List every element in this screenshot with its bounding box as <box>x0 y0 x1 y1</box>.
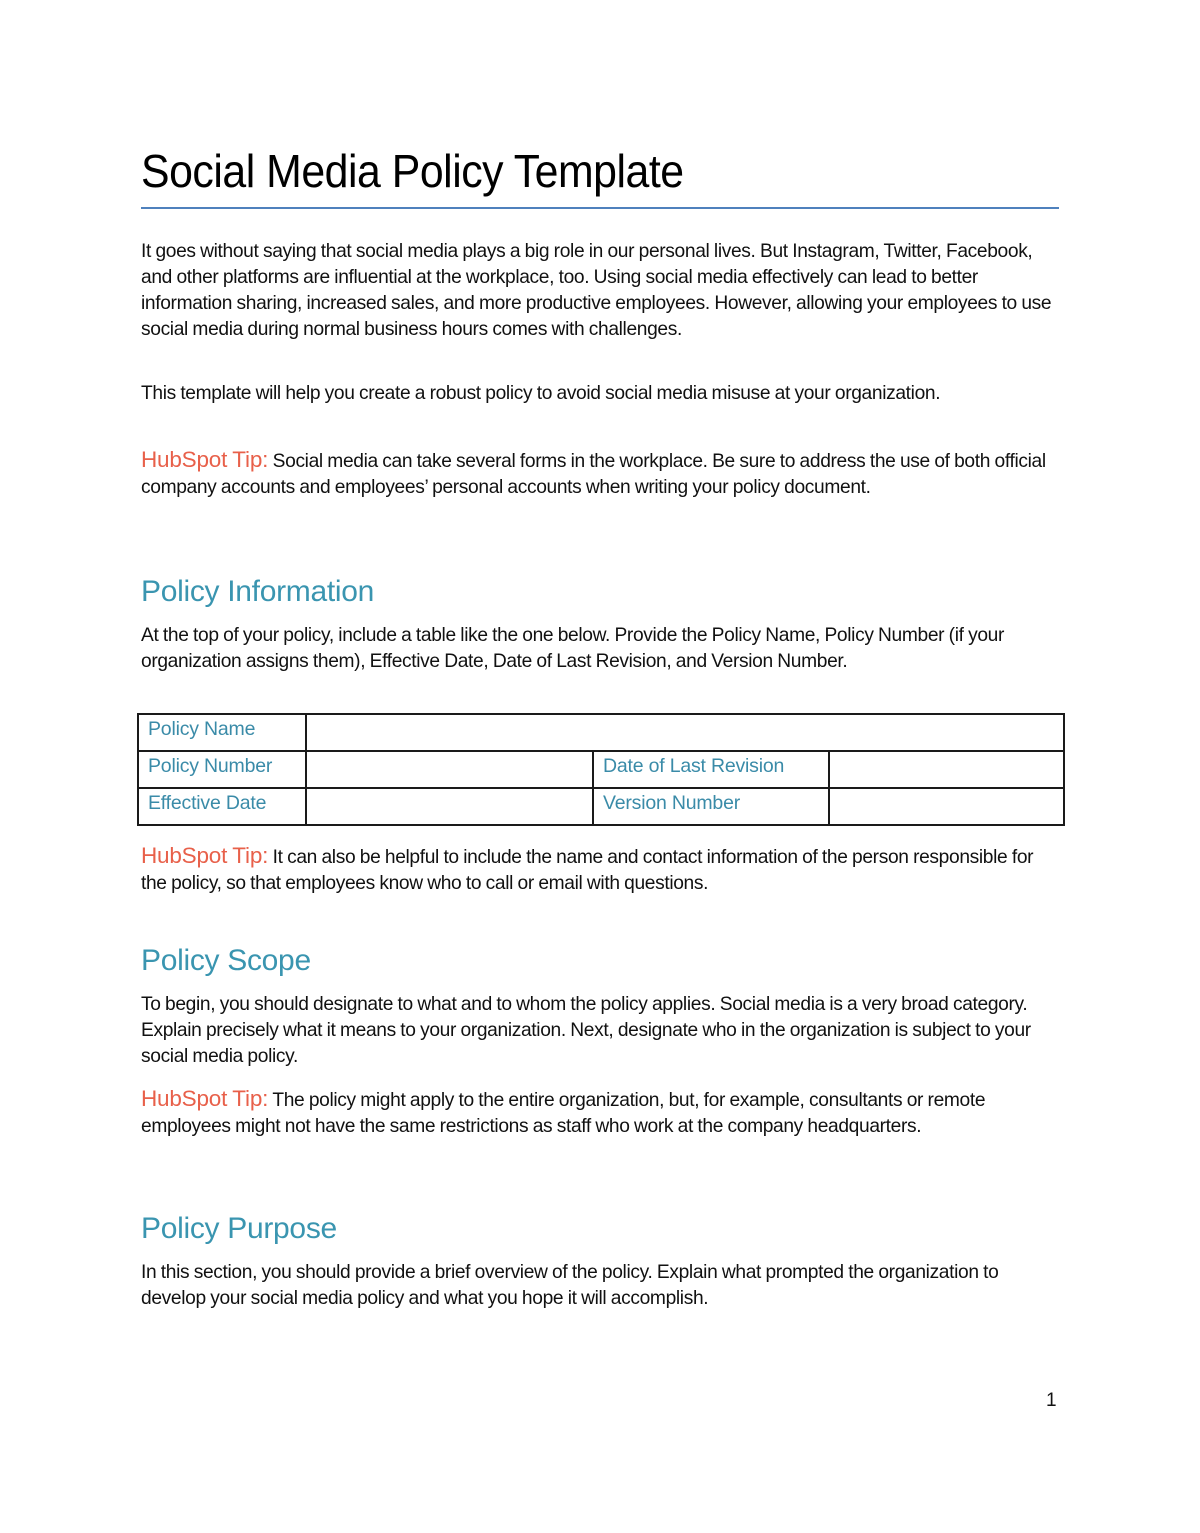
intro-paragraph-2 <box>141 381 1061 407</box>
version-number-value[interactable] <box>829 788 1064 825</box>
policy-information-tip <box>141 843 1061 897</box>
policy-purpose-paragraph <box>141 1260 1061 1312</box>
policy-name-value[interactable] <box>306 714 1064 751</box>
policy-scope-paragraph <box>141 992 1061 1070</box>
tip-text: Social media can take several forms in the workplace. Be sure to address the use of both official company accounts and employees’ personal accounts when writing your policy document. <box>141 451 1046 498</box>
table-row <box>138 788 1064 825</box>
page-number: 1 <box>1046 1390 1057 1411</box>
tip-text: It can also be helpful to include the name and contact information of the person responsible for the policy, so that employees know who to call or email with questions. <box>141 847 1034 894</box>
date-of-last-revision-label: Date of Last Revision <box>593 751 829 788</box>
tip-label: HubSpot Tip: <box>141 843 269 868</box>
policy-number-label: Policy Number <box>138 751 306 788</box>
policy-information-paragraph <box>141 623 1061 675</box>
tip-label: HubSpot Tip: <box>141 447 269 472</box>
section-heading-policy-scope: Policy Scope <box>141 944 311 977</box>
tip-label: HubSpot Tip: <box>141 1086 269 1111</box>
table-row <box>138 714 1064 751</box>
effective-date-value[interactable] <box>306 788 593 825</box>
intro-paragraph-1 <box>141 239 1061 343</box>
date-of-last-revision-value[interactable] <box>829 751 1064 788</box>
policy-number-value[interactable] <box>306 751 593 788</box>
intro-text-1: It goes without saying that social media plays a big role in our personal lives. But Instagram, Twitter, Facebook, and other platforms are influential at the workplace, too. Using social media effectively can lead to better information sharing, increased sales, and more productive employees. However, allowing your employees to use social media during normal business hours comes with challenges. <box>141 241 1052 340</box>
section-heading-policy-information: Policy Information <box>141 575 375 608</box>
intro-tip <box>141 447 1061 501</box>
policy-scope-text: To begin, you should designate to what and to whom the policy applies. Social media is a very broad category. Explain precisely what it means to your organization. Next, designate who in the organization is subject to your social media policy. <box>141 994 1031 1067</box>
section-heading-policy-purpose: Policy Purpose <box>141 1212 337 1245</box>
tip-text: The policy might apply to the entire organization, but, for example, consultants or remote employees might not have the same restrictions as staff who work at the company headquarters. <box>141 1090 986 1137</box>
effective-date-label: Effective Date <box>138 788 306 825</box>
table-row <box>138 751 1064 788</box>
intro-text-2: This template will help you create a robust policy to avoid social media misuse at your organization. <box>141 383 941 404</box>
version-number-label: Version Number <box>593 788 829 825</box>
policy-scope-tip <box>141 1086 1061 1140</box>
policy-name-label: Policy Name <box>138 714 306 751</box>
policy-info-table <box>137 713 1065 826</box>
policy-information-text: At the top of your policy, include a table like the one below. Provide the Policy Name, Policy Number (if your organization assigns them), Effective Date, Date of Last Revision, and Version Number. <box>141 625 1005 672</box>
policy-purpose-text: In this section, you should provide a brief overview of the policy. Explain what prompted the organization to develop your social media policy and what you hope it will accomplish. <box>141 1262 999 1309</box>
title-divider <box>141 207 1059 209</box>
page-title: Social Media Policy Template <box>141 145 684 197</box>
